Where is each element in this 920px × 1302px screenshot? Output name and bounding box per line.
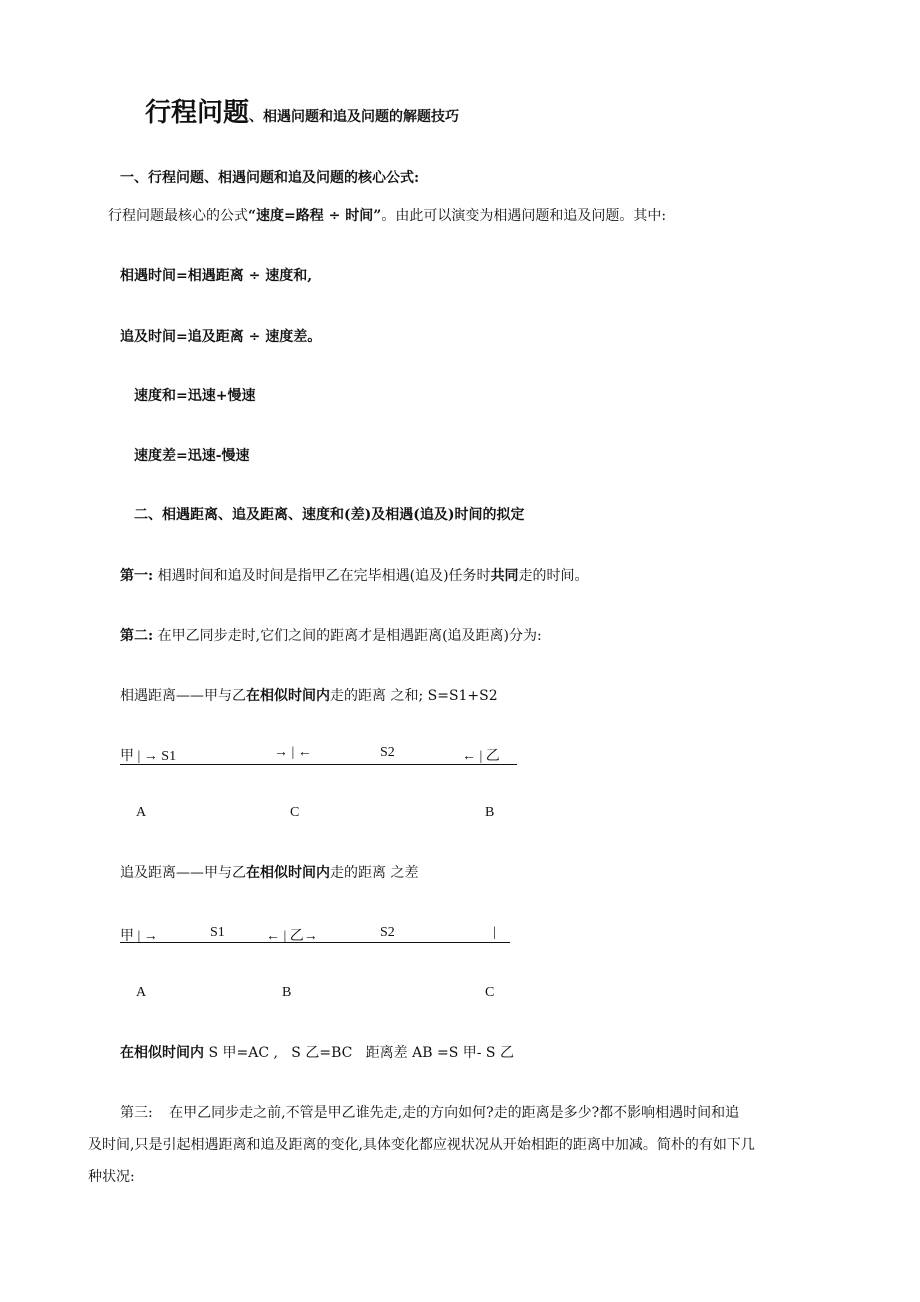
meet-def-a: 相遇距离——甲与乙 — [120, 688, 246, 704]
intro-suffix: 。由此可以演变为相遇问题和追及问题。其中: — [381, 208, 667, 224]
meet-point-c: C — [290, 805, 300, 820]
chase-diagram-mid: ← | 乙→ — [266, 929, 318, 944]
chase-point-c: C — [485, 985, 495, 1000]
same-time-relation — [120, 1044, 514, 1062]
title-main: 行程问题 — [145, 98, 250, 128]
first-label: 第一: — [120, 568, 154, 584]
chase-diagram-line — [120, 942, 510, 943]
chase-def-bold: 在相似时间内 — [246, 865, 330, 881]
same-time-bold: 在相似时间内 — [120, 1045, 204, 1061]
section1-intro — [108, 207, 666, 225]
meet-diagram-mid: → | ← — [274, 745, 312, 760]
intro-formula: “速度=路程 ÷ 时间” — [248, 208, 382, 224]
speed-sum: 速度和=迅速+慢速 — [134, 388, 256, 404]
chase-diagram-s1: S1 — [210, 925, 225, 940]
chase-diagram-s2: S2 — [380, 925, 395, 940]
second-label: 第二: — [120, 628, 154, 644]
chase-definition — [120, 864, 418, 882]
meet-point-a: A — [136, 805, 147, 820]
third-line-2: 及时间,只是引起相遇距离和追及距离的变化,具体变化都应视状况从开始相距的距离中加减。简朴的有如下几 — [88, 1137, 755, 1153]
first-point — [120, 567, 589, 585]
third-label: 第三: — [120, 1105, 153, 1121]
meet-definition — [120, 687, 498, 705]
formula-meet: 相遇时间=相遇距离 ÷ 速度和, — [120, 268, 313, 284]
meet-def-b: 走的距离 之和; S=S1+S2 — [330, 688, 498, 704]
chase-def-a: 追及距离——甲与乙 — [120, 865, 246, 881]
title-sub: 、相遇问题和追及问题的解题技巧 — [249, 109, 460, 125]
meet-point-b: B — [485, 805, 495, 820]
chase-def-b: 走的距离 之差 — [330, 865, 419, 881]
first-bold: 共同 — [490, 568, 519, 584]
second-text: 在甲乙同步走时,它们之间的距离才是相遇距离(追及距离)分为: — [157, 628, 542, 644]
chase-diagram-end: | — [493, 925, 496, 940]
formula-chase: 追及时间=追及距离 ÷ 速度差。 — [120, 329, 322, 345]
meet-diagram-s2: S2 — [380, 745, 395, 760]
intro-prefix: 行程问题最核心的公式 — [108, 208, 248, 224]
first-text-b: 走的时间。 — [518, 568, 589, 584]
section1-heading: 一、行程问题、相遇问题和追及问题的核心公式: — [120, 170, 420, 186]
same-time-rest: S 甲=AC , S 乙=BC 距离差 AB =S 甲- S 乙 — [204, 1045, 514, 1061]
chase-diagram-left: 甲 | → — [120, 929, 158, 944]
speed-diff: 速度差=迅速-慢速 — [134, 448, 250, 464]
third-line-3: 种状况: — [88, 1169, 135, 1185]
third-line1-text: 在甲乙同步走之前,不管是甲乙谁先走,走的方向如何?走的距离是多少?都不影响相遇时间和追 — [169, 1105, 740, 1121]
chase-point-b: B — [282, 985, 292, 1000]
meet-diagram-right: ← | 乙 — [462, 749, 500, 764]
first-text-a: 相遇时间和追及时间是指甲乙在完毕相遇(追及)任务时 — [157, 568, 491, 584]
page-title — [145, 98, 459, 132]
chase-point-a: A — [136, 985, 147, 1000]
meet-diagram-left: 甲 | → S1 — [120, 749, 177, 764]
section2-heading: 二、相遇距离、追及距离、速度和(差)及相遇(追及)时间的拟定 — [134, 507, 525, 523]
second-point — [120, 627, 542, 645]
meet-diagram-line — [120, 764, 517, 765]
meet-def-bold: 在相似时间内 — [246, 688, 330, 704]
third-line-1 — [120, 1104, 739, 1122]
